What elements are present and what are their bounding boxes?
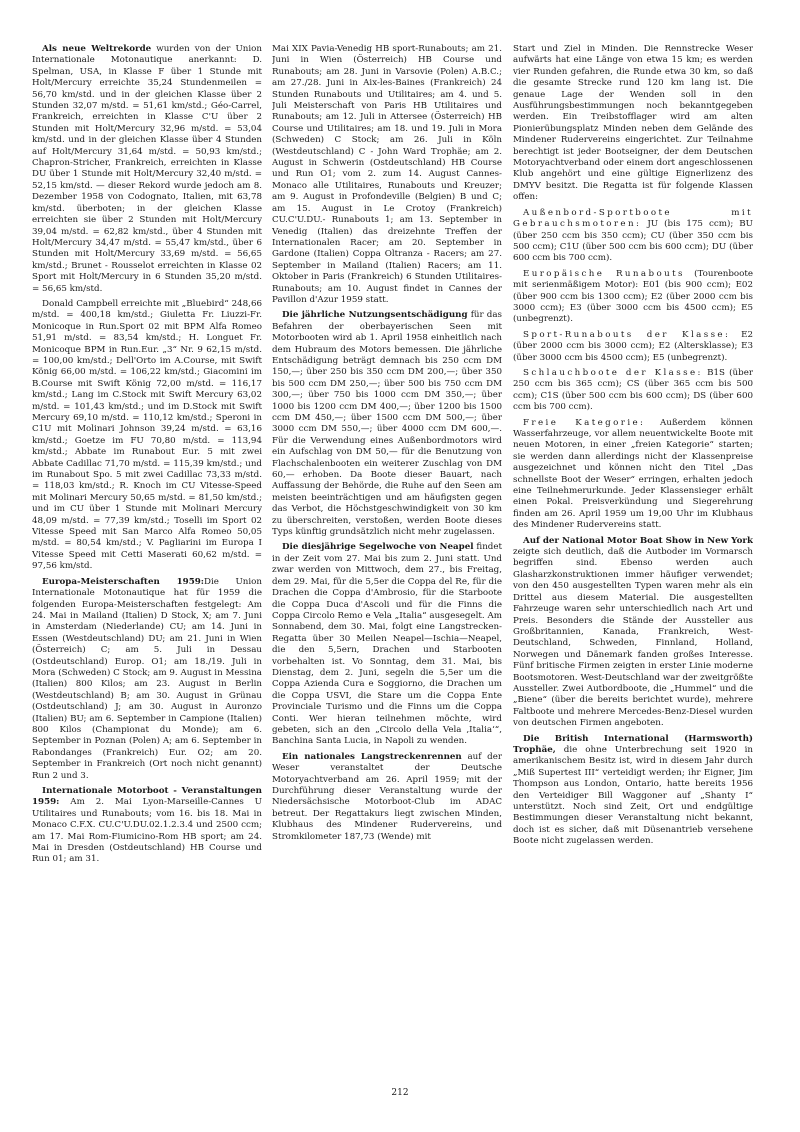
paragraph-langstreckenrennen — [272, 752, 502, 843]
text-weltrekorde: wurden von der Union Internationale Motonautique anerkannt: D. Spelman, USA, in Klasse F über 1 Stunde mit Holt/Mercury erreichte 35,24 Stundenmeilen = 56,70 km/std. und in der gleichen Klasse über 2 Stunden 32,07 m/std. = 51,61 km/std.; Géo-Carrel, Frankreich, erreichten in Klasse C'U über 2 Stunden mit Holt/Mercury 32,96 m/std. = 53,04 km/std. und in der gleichen Klasse über 4 Stunden auf Holt/Mercury 31,64 m/std. = 50,93 km/std.; Chapron-Stricher, Frankreich, erreichten in Klasse DU über 1 Stunde mit Holt/Mercury 32,40 m/std. = 52,15 km/std. — dieser Rekord wurde jedoch am 8. Dezember 1958 von Codognato, Italien, mit 63,78 km/std. überboten; in der gleichen Klasse erreichten sie über 2 Stunden mit Holt/Mercury 39,04 m/std. = 62,82 km/std., über 4 Stunden mit Holt/Mercury 34,47 m/std. = 55,47 km/std., über 6 Stunden mit Holt/Mercury 33,69 m/std. = 56,65 km/std.; Brunet - Rousselot erreichten in Klasse 02 Sport mit Holt/Mercury in 6 Stunden 35,20 m/std. = 56,65 km/std. — [32, 44, 262, 294]
heading-langstreckenrennen: Ein nationales Langstreckenrennen — [282, 751, 462, 762]
heading-weltrekorde: Als neue Weltrekorde — [42, 44, 152, 54]
paragraph-runabouts — [513, 269, 753, 326]
text-europa-meisterschaften: Die Union Internationale Motonautique hat für 1959 die folgenden Europa-Meisterschaften festgelegt: Am 24. Mai in Mailand (Italien) D Stock, X; am 7. Juni in Amsterdam (Niederlande) CU; am 14. Juni in Essen (Westdeutschland) DU; am 21. Juni in Wien (Österreich) C; am 5. Juli in Dessau (Ostdeutschland) Europ. O1; am 18./19. Juli in Mora (Schweden) C Stock; am 9. August in Messina (Italien) 800 Kilos; am 23. August in Berlin (Westdeutschland) B; am 30. August in Grünau (Ostdeutschland) J; am 30. August in Auronzo (Italien) BU; am 6. September in Campione (Italien) 800 Kilos (Championat du Monde); am 6. September in Poznan (Polen) A; am 6. September in Rabondanges (Frankreich) Eur. O2; am 20. September in Frankreich (Ort noch nicht genannt) Run 2 und 3. — [32, 576, 262, 781]
heading-europa-meisterschaften: Europa-Meisterschaften 1959: — [42, 576, 205, 587]
heading-segelwoche: Die diesjährige Segelwoche von Neapel — [282, 542, 474, 553]
paragraph-nutzungsentschaedigung — [272, 310, 502, 538]
heading-boat-show: Auf der National Motor Boat Show in New York — [523, 535, 753, 546]
text-nutzungsentschaedigung: für das Befahren der oberbayerischen Seen mit Motorbooten wird ab 1. April 1958 einheitlich nach dem Hubraum des Motors bemessen. Die jährliche Entschädigung beträgt demnach bis 250 ccm DM 150,—; über 250 bis 350 ccm DM 200,—; über 350 bis 500 ccm DM 250,—; über 500 bis 750 ccm DM 300,—; über 750 bis 1000 ccm DM 350,—; über 1000 bis 1200 ccm DM 400,—; über 1200 bis 1500 ccm DM 450,—; über 1500 ccm DM 500,—; über 3000 ccm DM 550,—; über 4000 ccm DM 600,—. Für die Verwendung eines Außenbordmotors wird ein Aufschlag von DM 50,— für die Benutzung von Flachschalenbooten ein weiterer Zuschlag von DM 60,— erhoben. Da Boote dieser Bauart, nach Auffassung der Behörde, die Ruhe auf den Seen am meisten beeinträchtigen und am häufigsten gegen das Verbot, die Höchstgeschwindigkeit von 30 km zu überschreiten, verstoßen, werden Boote dieses Typs künftig grundsätzlich nicht mehr zugelassen. — [272, 310, 502, 538]
paragraph-aussenbord — [513, 208, 753, 265]
heading-runabouts: Europäische Runabouts — [523, 268, 685, 279]
paragraph-segelwoche — [272, 542, 502, 747]
text-freie-kategorie: Außerdem können Wasserfahrzeuge, vor allem neuentwickelte Boote mit neuen Motoren, in einer „freien Kategorie“ starten; sie werden dann allerdings nicht der Klassenpreise ausgezeichnet und können nicht den Titel „Das schnellste Boot der Weser“ erringen, erhalten jedoch eine Teilnehmerurkunde. Jeder Klassensieger erhält einen Pokal. Preisverkündung und Siegerehrung finden am 26. April 1959 um 19,00 Uhr im Klubhaus des Mindener Rudervereins statt. — [513, 417, 753, 531]
text-veranstaltungen: Am 2. Mai Lyon-Marseille-Cannes U Utilitaires und Runabouts; vom 16. bis 18. Mai in Monaco C.F.X. CU.C'U.DU.02.1.2.3.4 und 2500 ccm; am 17. Mai Rom-Fiumicino-Rom HB sport; am 24. Mai in Dresden (Ostdeutschland) HB Course und Run 01; am 31. — [32, 797, 262, 865]
column-left — [32, 44, 262, 1082]
heading-sport-runabouts: Sport-Runabouts der Klasse: — [523, 329, 731, 340]
heading-nutzungsentschaedigung: Die jährliche Nutzungsentschädigung — [282, 310, 468, 321]
paragraph-campbell: Donald Campbell erreichte mit „Bluebird“ 248,66 m/std. = 400,18 km/std.; Giuletta Fr. Liuzzi-Fr. Monicoque in Run.Sport 02 mit BPM Alfa Romeo 51,91 m/std. = 83,54 km/std.; H. Longuet Fr. Monicoque BPM in Run.Eur. „3“ Nr. 9 62,15 m/std. = 100,00 km/std.; Dell'Orto im A.Course, mit Swift König 66,00 m/std. = 106,22 km/std.; Giacomini im B.Course mit Swift König 72,00 m/std. = 116,17 km/std.; Lang im C.Stock mit Swift Mercury 63,02 m/std. = 101,43 km/std.; und im D.Stock mit Swift Mercury 69,10 m/std. = 110,12 km/std.; Speroni in C1U mit Molinari Johnson 39,24 m/std. = 63,16 km/std.; Goetze im FU 70,80 m/std. = 113,94 km/std.; Abbate im Runabout Eur. 5 mit zwei Abbate Cadillac 71,70 m/std. = 115,39 km/std.; und im Runabout Spo. 5 mit zwei Cadillac 73,33 m/std. = 118,03 km/std.; R. Knoch im CU Vitesse-Speed mit Molinari Mercury 50,65 m/std. = 81,50 km/std.; und im CU über 1 Stunde mit Molinari Mercury 48,09 m/std. = 77,39 km/std.; Toselli im Sport 02 Vitesse Speed mit San Marco Alfa Romeo 50,05 m/std. = 80,54 km/std.; V. Pagliarini im Europa I Vitesse Speed mit Cetti Maserati 60,62 m/std. = 97,56 km/std. — [32, 298, 262, 572]
paragraph-sport-runabouts — [513, 330, 753, 364]
text-aussenbord: JU (bis 175 ccm); BU (über 250 ccm bis 350 ccm); CU (über 350 ccm bis 500 ccm); C1U (über 500 ccm bis 600 ccm); DU (über 600 ccm bis 700 ccm). — [513, 219, 753, 264]
paragraph-boat-show — [513, 536, 753, 730]
heading-schlauchboote: Schlauchboote der Klasse: — [523, 367, 703, 378]
paragraph-harmsworth — [513, 734, 753, 848]
text-segelwoche: findet in der Zeit vom 27. Mai bis zum 2. Juni statt. Und zwar werden von Mittwoch, dem 27., bis Freitag, dem 29. Mai, für die 5,5er die Coppa del Re, für die Drachen die Coppa d'Ambrosio, für die Starboote die Coppa Duca d'Ascoli und für die Finns die Coppa Circolo Remo e Vela „Italia“ ausgesegelt. Am Sonnabend, dem 30. Mai, folgt eine Langstrecken-Regatta über 30 Meilen Neapel—Ischia—Neapel, die den 5,5ern, Drachen und Starbooten vorbehalten ist. Vo Sonntag, dem 31. Mai, bis Dienstag, dem 2. Juni, segeln die 5,5er um die Coppa Azienda Cura e Soggiorno, die Drachen um die Coppa USVI, die Stare um die Coppa Ente Provinciale Turismo und die Finns um die Coppa Conti. Wer hieran teilnehmen möchte, wird gebeten, sich an den „Circolo della Vela ‚Italia‘“, Banchina Santa Lucia, in Napoli zu wenden. — [272, 542, 502, 747]
text-runabouts: (Tourenboote mit serienmäßigem Motor): E01 (bis 900 ccm); E02 (über 900 ccm bis 1300 ccm); E2 (über 2000 ccm bis 3000 ccm); E3 (über 3000 ccm bis 4500 ccm); E5 (unbegrenzt). — [513, 268, 753, 325]
text-langstreckenrennen: auf der Weser veranstaltet der Deutsche Motoryachtverband am 26. April 1959; mit der Durchführung dieser Veranstaltung wurde der Niedersächsische Motorboot-Club im ADAC betreut. Der Regattakurs liegt zwischen Minden, Klubhaus des Mindener Rudervereins, und Stromkilometer 187,73 (Wende) mit — [272, 751, 502, 842]
paragraph-veranstaltungen-cont: Mai XIX Pavia-Venedig HB sport-Runabouts; am 21. Juni in Wien (Österreich) HB Course und Runabouts; am 28. Juni in Varsovie (Polen) A.B.C.; am 27./28. Juni in Aix-les-Baines (Frankreich) 24 Stunden Runabouts und Utilitaires; am 4. und 5. Juli Meisterschaft von Paris HB Utilitaires und Runabouts; am 12. Juli in Attersee (Österreich) HB Course und Utilitaires; am 18. und 19. Juli in Mora (Schweden) C Stock; am 26. Juli in Köln (Westdeutschland) C - John Ward Trophäe; am 2. August in Schwerin (Ostdeutschland) HB Course und Run O1; vom 2. zum 14. August Cannes-Monaco alle Utilitaires, Runabouts und Kreuzer; am 9. August in Profondeville (Belgien) B und C; am 15. August in Le Crotoy (Frankreich) CU.C'U.DU.- Runabouts 1; am 13. September in Venedig (Italien) das dreizehnte Treffen der Internationalen Racer; am 20. September in Gardone (Italien) Coppa Oltranza - Racers; am 27. September in Mailand (Italien) Racers; am 11. Oktober in Paris (Frankreich) 6 Stunden Utilitaires-Runabouts; am 10. August findet in Cannes der Pavillon d'Azur 1959 statt. — [272, 44, 502, 305]
page-number: 212 — [391, 1088, 409, 1098]
text-boat-show: zeigte sich deutlich, daß die Autboder im Vormarsch begriffen sind. Ebenso werden auch Glasharzkonstruktionen immer häufiger verwendet; von den 450 ausgestellten Typen waren mehr als ein Drittel aus diesem Material. Die ausgestellten Fahrzeuge waren sehr unterschiedlich nach Art und Preis. Besonders die Stände der Aussteller aus Großbritannien, Kanada, Frankreich, West-Deutschland, Schweden, Finnland, Holland, Norwegen und Dänemark fanden großes Interesse. Fünf britische Firmen zeigten in erster Linie moderne Bootsmotoren. West-Deutschland war der zweitgrößte Aussteller. Zwei Autbordboote, die „Hummel“ und die „Biene“ (über die bereits berichtet wurde), mehrere Faltboote und mehrere Mercedes-Benz-Diesel wurden von deutschen Firmen angeboten. — [513, 547, 753, 729]
paragraph-freie-kategorie — [513, 418, 753, 532]
paragraph-veranstaltungen — [32, 786, 262, 866]
text-sport-runabouts: E2 (über 2000 ccm bis 3000 ccm); E2 (Altersklasse); E3 (über 3000 ccm bis 4500 ccm); E5 (unbegrenzt). — [513, 329, 753, 363]
paragraph-langstreckenrennen-cont: Start und Ziel in Minden. Die Rennstrecke Weser aufwärts hat eine Länge von etwa 15 km; es werden vier Runden gefahren, die Runde etwa 30 km, so daß die gesamte Strecke rund 120 km lang ist. Die genaue Lage der Wenden soll in den Ausführungsbestimmungen noch bekanntgegeben werden. Ein Treibstofflager wird am alten Pionierübungsplatz Minden neben dem Gelände des Mindener Rudervereins eingerichtet. Zur Teilnahme berechtigt ist jeder Bootseigner, der dem Deutschen Motoryachtverband oder einem dort angeschlossenen Klub angehört und eine gültige Eignerlizenz des DMYV besitzt. Die Regatta ist für folgende Klassen offen: — [513, 44, 753, 203]
paragraph-europa-meisterschaften — [32, 577, 262, 782]
text-schlauchboote: B1S (über 250 ccm bis 365 ccm); CS (über 365 ccm bis 500 ccm); C1S (über 500 ccm bis 600 ccm); DS (über 600 ccm bis 700 ccm). — [513, 367, 753, 413]
text-harmsworth: die ohne Unterbrechung seit 1920 in amerikanischem Besitz ist, wird in diesem Jahr durch „Miß Supertest III“ verteidigt werden; ihr Eigner, Jim Thompson aus London, Ontario, hatte bereits 1956 den Verteidiger Bill Waggoner auf „Shanty I“ unterstützt. Noch sind Zeit, Ort und endgültige Bestimmungen dieser Veranstaltung nicht bekannt, doch ist es sicher, daß mit Düsenantrieb versehene Boote nicht zugelassen werden. — [513, 744, 753, 847]
column-middle — [272, 44, 502, 1082]
paragraph-schlauchboote — [513, 368, 753, 414]
column-right — [513, 44, 753, 1082]
heading-aussenbord: Außenbord-Sportboote mit Gebrauchsmotoren: — [513, 207, 753, 230]
heading-veranstaltungen: Internationale Motorboot - Veranstaltungen 1959: — [32, 786, 262, 808]
paragraph-weltrekorde — [32, 44, 262, 295]
heading-harmsworth: Die British International (Harmsworth) Trophäe, — [513, 733, 753, 755]
heading-freie-kategorie: Freie Kategorie: — [523, 417, 646, 428]
